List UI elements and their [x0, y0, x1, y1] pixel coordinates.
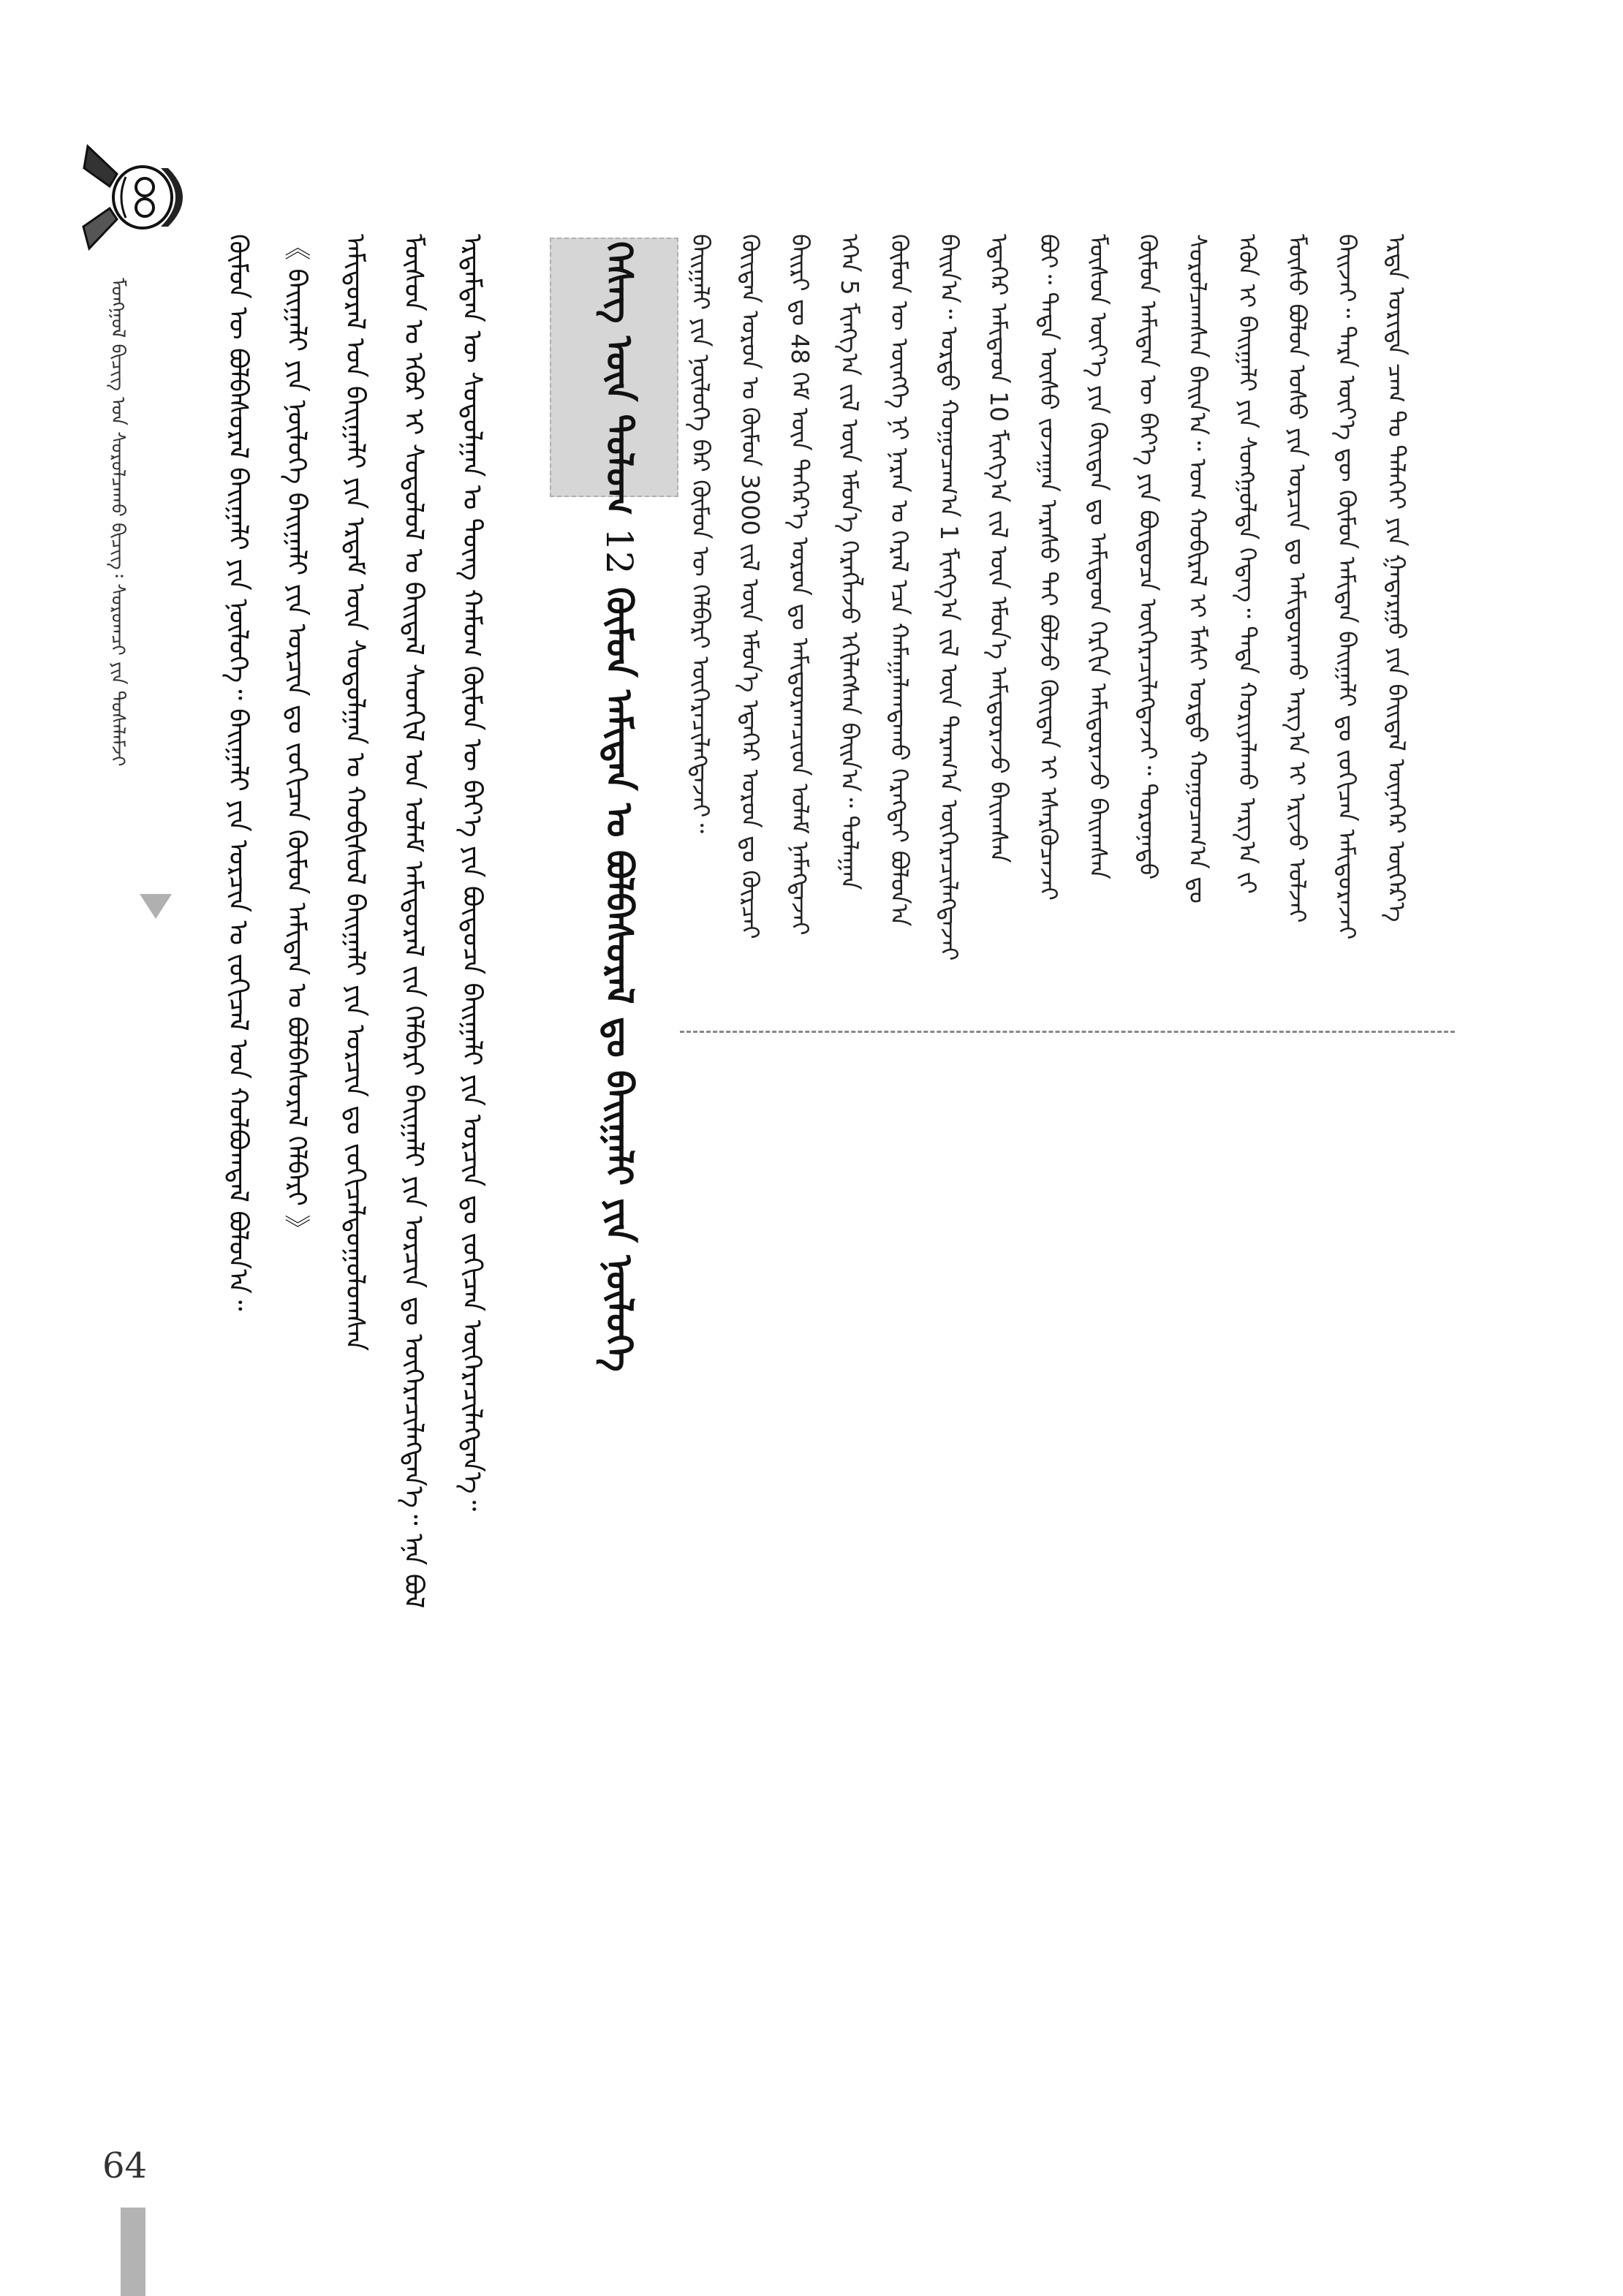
text-column: ᠰᠤᠷᠤᠯᠴᠠᠭᠰᠠᠨ ᠪᠠᠢᠨ᠎ᠠ᠃ ᠤᠭ ᠬᠤᠪᠢᠷᠠᠯ ᠢ ᠮᠠᠰᠢ ᠤᠷᠲᠤ ᠬᠤᠭᠤᠴᠠᠭ᠎ᠠ ᠳᠤ — [1184, 234, 1212, 903]
running-header: ᠮᠣᠩᠭᠣᠯ ᠪᠢᠴᠢᠭ ᠤᠨ ᠰᠤᠷᠤᠯᠴᠠᠬᠤ ᠪᠢᠴᠢᠭ᠄ ᠰᠤᠷᠤᠭᠴᠢ ᠶᠢᠨ ᠲᠤᠰᠠᠯᠠᠮᠵᠢ — [107, 278, 129, 767]
mascot-illustration — [66, 132, 227, 263]
text-column: ᠪᠠᠢᠭᠠᠯᠢ ᠶᠢᠨ ᠨᠥᠯᠦᠭᠡ ᠪᠡᠷ ᠬᠦᠮᠦᠨ ᠦ ᠬᠡᠯᠪᠡᠷᠢ ᠥᠭᠡᠷᠡᠴᠢᠯᠡᠭᠳᠡᠵᠡᠢ᠃ — [686, 234, 715, 833]
section-title-prefix: ᠬᠡᠰᠡᠭ ᠦᠨ ᠲᠤᠯᠤᠭ — [598, 241, 640, 515]
text-column: ᠪᠠᠢᠨ᠎ᠠ᠃ ᠤᠷᠲᠤ ᠬᠤᠭᠤᠴᠠᠭ᠎ᠠ 1 ᠮᠢᠩᠭ᠎ᠠ ᠵᠢᠯ ᠦᠨ ᠳᠠᠷᠠᠭ᠎ᠠ ᠥᠭᠡᠷᠡᠴᠢᠯᠡᠭᠳᠡᠵᠡᠢ — [935, 234, 964, 961]
text-column: ᠡᠷᠲᠡ ᠤᠷᠢᠳᠠ ᠴᠠᠭ ᠲᠤ ᠳᠡᠯᠡᠬᠡᠢ ᠶᠢᠨ ᠭᠠᠳᠠᠷᠭᠤ ᠶᠢᠨ ᠪᠠᠢᠳᠠᠯ ᠦᠨᠡᠬᠡᠷ ᠥᠭᠡᠷ᠎ᠡ — [1382, 234, 1411, 922]
page-number: 64 — [102, 2145, 148, 2186]
text-column: ᠪᠠᠢᠷᠢ ᠳᠤ 48 ᠬᠡᠮ ᠦᠨ ᠳᠡᠭᠡᠷ᠎ᠡ ᠣᠷᠣᠨ ᠳᠤ ᠠᠮᠢᠳᠤᠷᠠᠭᠴᠢᠳ ᠤᠯᠠᠮ ᠨᠡᠮᠡᠭᠳᠡᠵᠡᠢ — [786, 234, 814, 936]
body-column: ᠮᠥᠰᠥᠨ ᠤ ᠡᠭᠦᠷ ᠢ ᠰᠤᠳᠤᠯᠤᠯ ᠤ ᠪᠠᠢᠳᠠᠯ ᠰᠡᠳᠭᠢᠯ ᠤᠨ ᠤᠯᠠᠮ ᠠᠮᠢᠳᠤᠷᠠᠯ ᠵᠢᠨ ᠬᠡᠯᠪᠡᠷᠢ ᠪᠠᠢᠭᠠᠯᠢ ᠶᠢᠨ ᠣᠷᠴᠢᠨ ᠳᠤ ᠥᠭᠡᠷᠡᠴᠢᠯᠡᠭᠳᠡᠨ᠎ᠡ᠃ ᠡᠨᠡ ᠪᠣᠯ — [398, 234, 428, 1609]
section-title — [594, 241, 645, 1411]
section-number: 12 — [598, 528, 640, 575]
text-column: ᠡᠳᠡᠭᠡᠷ ᠠᠮᠢᠲᠠᠳ 10 ᠮᠢᠩᠭ᠎ᠠ ᠵᠢᠯ ᠦᠨ ᠡᠮᠦᠨ᠎ᠡ ᠠᠮᠢᠳᠤᠷᠠᠵᠤ ᠪᠠᠢᠭᠰᠠᠨ — [985, 234, 1013, 863]
text-column: ᠬᠦᠢᠲᠡᠨ ᠣᠷᠣᠨ ᠤ ᠬᠦᠮᠦᠨ 3000 ᠵᠢᠯ ᠦᠨ ᠡᠮᠦᠨ᠎ᠡ ᠡᠳᠡᠭᠡᠷ ᠣᠷᠣᠨ ᠳᠤ ᠬᠦᠷᠴᠡᠢ — [736, 234, 765, 939]
section-title-text: ᠬᠦᠮᠦᠨ ᠠᠮᠢᠲᠠᠨ ᠤ ᠪᠣᠯᠪᠠᠰᠤᠷᠠᠯ ᠳᠤ ᠪᠠᠢᠭᠠᠯᠢ ᠶᠢᠨ ᠨᠥᠯᠦᠭᠡ — [598, 587, 640, 1372]
body-column: ᠠᠮᠢᠳᠤᠷᠠᠯ ᠤᠨ ᠪᠠᠢᠭᠠᠯᠢ ᠶᠢᠨ ᠡᠷᠳᠡᠮ ᠦᠨ ᠰᠤᠳᠤᠯᠭᠠᠨ ᠤ ᠬᠤᠪᠢᠰᠤᠯ ᠪᠠᠢᠭᠠᠯᠢ ᠶᠢᠨ ᠣᠷᠴᠢᠨ ᠳᠤ ᠵᠣᠬᠢᠴᠠᠯᠳᠤᠭᠤᠯᠤᠭᠰᠠᠨ — [340, 234, 370, 1352]
text-column: ᠡᠬᠡᠨ 5 ᠮᠢᠩᠭ᠎ᠠ ᠵᠢᠯ ᠦᠨ ᠡᠮᠦᠨ᠎ᠡ ᠬᠡᠷᠡᠭᠯᠡᠵᠦ ᠡᠬᠢᠯᠡᠭᠰᠡᠨ ᠪᠠᠢᠨ᠎ᠠ᠃ ᠳᠤᠯᠠᠭᠠᠨ — [836, 234, 864, 890]
text-column: ᠪᠤᠢ᠃ ᠲᠡᠳᠡ ᠦᠰᠦ ᠵᠤᠵᠠᠭᠠᠨ ᠠᠷᠠᠰᠤ ᠲᠠᠢ ᠪᠣᠯᠵᠤ ᠬᠦᠢᠲᠡᠨ ᠢ ᠡᠰᠡᠷᠭᠦᠴᠡᠵᠡᠢ — [1034, 234, 1063, 901]
text-column: ᠮᠥᠰᠥ ᠪᠣᠯᠤᠨ ᠤᠰᠤ ᠶᠢᠨ ᠣᠷᠴᠢᠨ ᠳᠤ ᠠᠮᠢᠳᠤᠷᠠᠬᠤ ᠠᠷᠭ᠎ᠠ ᠢ ᠡᠷᠢᠵᠦ ᠣᠯᠵᠠᠢ — [1283, 234, 1312, 923]
header-triangle-marker — [140, 894, 172, 919]
main-text-box — [680, 234, 1455, 1033]
text-column: ᠮᠥᠰᠥᠨ ᠦᠶ᠎ᠡ ᠶᠢᠨ ᠬᠦᠢᠲᠡᠨ ᠳᠤ ᠠᠮᠢᠲᠠᠳ ᠬᠡᠷᠬᠢᠨ ᠠᠮᠢᠳᠤᠷᠠᠵᠤ ᠪᠠᠢᠭᠰᠠᠨ — [1084, 234, 1113, 879]
text-column: ᠬᠦᠮᠦᠨ ᠠᠮᠢᠲᠠᠨ ᠦ ᠪᠡᠶ᠎ᠡ ᠶᠢᠨ ᠪᠦᠲᠦᠴᠡ ᠥᠭᠡᠷᠡᠴᠢᠯᠡᠭᠳᠡᠵᠡᠢ᠃ ᠳᠣᠷᠤᠨᠠᠳᠤ — [1134, 234, 1162, 880]
text-column: ᠬᠦᠮᠦᠨ ᠦ ᠥᠩᠭᠡ ᠨᠢ ᠨᠠᠷᠠᠨ ᠤ ᠭᠡᠷᠡᠯ ᠡᠴᠡ ᠬᠠᠮᠠᠭᠠᠯᠠᠭᠳᠠᠬᠤ ᠬᠡᠷᠡᠭᠲᠡᠢ ᠪᠣᠯᠤᠨ᠎ᠠ — [885, 234, 914, 927]
text-column: ᠪᠠᠢᠵᠠᠢ᠃ ᠲᠡᠷᠡ ᠦᠶ᠎ᠡ ᠳᠦ ᠬᠦᠮᠦᠨ ᠠᠮᠢᠲᠠᠨ ᠪᠠᠢᠭᠠᠯᠢ ᠳᠤ ᠵᠣᠬᠢᠴᠠᠨ ᠠᠮᠢᠳᠤᠷᠠᠵᠠᠢ — [1333, 234, 1361, 940]
body-column: ᠡᠷᠳᠡᠮᠲᠡᠨ ᠦ ᠰᠤᠳᠤᠯᠭᠠᠨ ᠤ ᠳᠦᠩ ᠬᠠᠮᠤᠭ ᠬᠦᠮᠦᠨ ᠦ ᠪᠡᠶ᠎ᠡ ᠶᠢᠨ ᠪᠦᠲᠦᠴᠡ ᠪᠠᠢᠭᠠᠯᠢ ᠶᠢᠨ ᠣᠷᠴᠢᠨ ᠳᠤ ᠵᠣᠬᠢᠴᠠᠨ ᠥᠭᠡᠷᠡᠴᠢᠯᠡᠭᠳᠡᠨ᠎ᠡ᠃ — [457, 234, 487, 1512]
page-edge-bar — [121, 2208, 145, 2296]
body-column: ᠬᠦᠮᠦᠨ ᠦ ᠪᠣᠯᠪᠠᠰᠤᠷᠠᠯ ᠪᠠᠢᠭᠠᠯᠢ ᠶᠢᠨ ᠨᠥᠯᠦᠭᠡ᠃ ᠪᠠᠢᠭᠠᠯᠢ ᠶᠢᠨ ᠣᠷᠴᠢᠨ ᠤ ᠵᠣᠬᠢᠴᠠᠯ ᠤᠨ ᠬᠣᠯᠪᠣᠭᠳᠠᠯ ᠪᠣᠯᠤᠨ᠎ᠠ᠃ — [223, 234, 253, 1311]
body-column: 《 ᠪᠠᠢᠭᠠᠯᠢ ᠶᠢᠨ ᠨᠥᠯᠦᠭᠡ ᠪᠠᠢᠭᠠᠯᠢ ᠶᠢᠨ ᠣᠷᠴᠢᠨ ᠳᠤ ᠵᠣᠬᠢᠴᠠᠨ ᠬᠦᠮᠦᠨ ᠠᠮᠢᠲᠠᠨ ᠤ ᠪᠣᠯᠪᠠᠰᠤᠷᠠᠯ ᠬᠡᠯᠪᠡᠷᠢ 》 — [281, 234, 311, 1241]
text-column: ᠡᠭᠦᠨ ᠢ ᠪᠠᠢᠭᠠᠯᠢ ᠶᠢᠨ ᠰᠣᠩᠭᠣᠯᠲᠠ ᠭᠡᠳᠡᠭ᠃ ᠲᠡᠳᠡ ᠬᠤᠷᠢᠶᠠᠯᠠᠬᠤ ᠠᠷᠭ᠎ᠠ ᠵᠢ — [1233, 234, 1262, 894]
